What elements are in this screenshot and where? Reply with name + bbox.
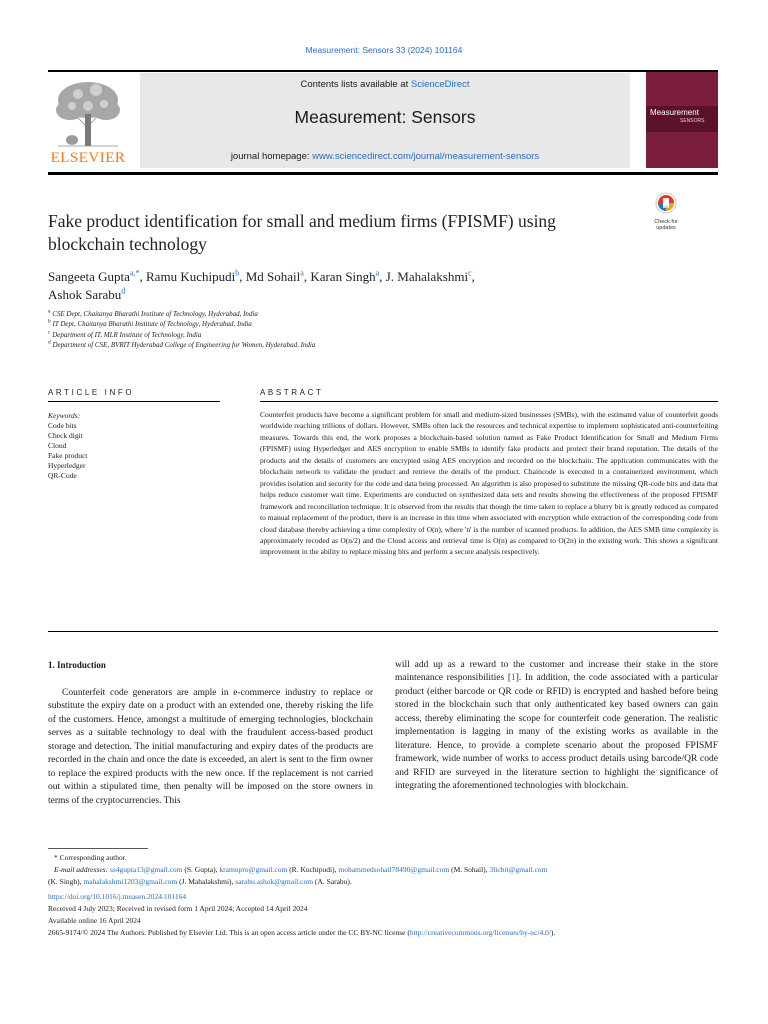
author-separator: , <box>303 269 311 284</box>
email-link[interactable]: mohammedsohail78490@gmail.com <box>338 865 450 874</box>
author-affiliation-mark[interactable]: a <box>300 268 304 278</box>
check-updates-label-2: updates <box>656 225 676 231</box>
license-statement <box>48 927 718 939</box>
article-info-heading: ARTICLE INFO <box>48 388 135 397</box>
email-owner: (A. Sarabu). <box>313 877 352 886</box>
abstract-bottom-rule <box>48 631 718 632</box>
available-online-date: Available online 16 April 2024 <box>48 916 141 925</box>
author-affiliation-mark[interactable]: a <box>375 268 380 278</box>
keywords-label: Keywords: <box>48 411 81 420</box>
email-label: E-mail addresses: <box>54 865 109 874</box>
author-name: Ramu Kuchipudi <box>146 269 236 284</box>
introduction-heading: 1. Introduction <box>48 660 106 670</box>
affiliation-list <box>48 309 668 350</box>
author-affiliation-mark[interactable]: d <box>121 286 126 296</box>
author-name: J. Mahalakshmi <box>385 269 469 284</box>
paragraph-text: will add up as a reward to the customer and increase their stake in the store maintenance responsibilities [ <box>395 660 718 684</box>
keyword-item[interactable]: Check digit <box>48 431 83 440</box>
body-column-right <box>395 659 718 794</box>
affiliation-item <box>48 340 668 350</box>
keyword-item[interactable]: QR-Code <box>48 471 77 480</box>
publisher-wordmark: ELSEVIER <box>50 150 126 166</box>
contents-line <box>140 79 630 90</box>
reference-link[interactable]: 1 <box>511 673 516 684</box>
author-separator: , <box>379 269 386 284</box>
license-text: 2665-9174/© 2024 The Authors. Published by Elsevier Ltd. This is an open access article under the CC BY-NC license ( <box>48 928 410 937</box>
elsevier-tree-icon <box>48 76 128 148</box>
email-link[interactable]: 3licbit@gmail.com <box>489 865 548 874</box>
paper-title: Fake product identification for small and medium firms (FPISMF) using blockchain technology <box>48 211 556 254</box>
author-separator: , <box>239 269 246 284</box>
email-owner: (K. Singh), <box>48 877 84 886</box>
email-link[interactable]: mahalakshmi1203@gmail.com <box>83 877 178 886</box>
affiliation-mark: a <box>48 308 51 315</box>
author-name: Md Sohail <box>245 269 301 284</box>
check-updates-icon <box>655 192 677 214</box>
author-affiliation-mark[interactable]: c <box>468 268 472 278</box>
cover-title: Measurement <box>650 108 699 117</box>
keyword-item[interactable]: Code bits <box>48 421 77 430</box>
email-link[interactable]: ss4gupta13@gmail.com <box>109 865 183 874</box>
author-affiliation-mark[interactable]: a,* <box>129 268 140 278</box>
author-affiliation-mark[interactable]: b <box>235 268 240 278</box>
body-column-left <box>48 687 373 808</box>
affiliation-text: IT Dept, Chaitanya Bharathi Institute of Technology, Hyderabad, India <box>52 320 252 329</box>
journal-homepage-line <box>140 151 630 162</box>
sciencedirect-link[interactable]: ScienceDirect <box>410 79 470 90</box>
email-addresses-continued <box>48 876 718 888</box>
author-name: Karan Singh <box>310 269 376 284</box>
elsevier-logo[interactable] <box>48 76 128 168</box>
footnotes <box>48 852 718 939</box>
intro-paragraph-continued <box>395 659 718 794</box>
doi-link[interactable]: https://doi.org/10.1016/j.measen.2024.101164 <box>48 892 187 901</box>
affiliation-mark: b <box>48 318 51 325</box>
author-name: Ashok Sarabu <box>48 287 122 302</box>
author-separator: , <box>471 269 475 284</box>
journal-name: Measurement: Sensors <box>294 107 476 127</box>
article-info-rule <box>48 401 220 402</box>
abstract-rule <box>260 401 718 402</box>
license-link[interactable]: http://creativecommons.org/licenses/by-nc/4.0/ <box>409 928 551 937</box>
affiliation-text: CSE Dept, Chaitanya Bharathi Institute of Technology, Hyderabad, India <box>52 310 258 318</box>
email-link[interactable]: sarabu.ashok@gmail.com <box>235 877 314 886</box>
keyword-item[interactable]: Fake product <box>48 451 88 460</box>
corresponding-author-note: * Corresponding author. <box>54 853 127 862</box>
affiliation-text: Department of IT, MLR Institute of Technology, India <box>52 330 202 339</box>
homepage-label: journal homepage: <box>230 151 313 162</box>
email-owner: (J. Mahalakshmi), <box>177 877 236 886</box>
abstract-body: Counterfeit products have become a significant problem for small and medium-sized businesses (SMBs), with the estimated value of counterfeit goods worldwide reaching trillions of dollars. However, SMBs often lack the resources and technical expertise to implement sophisticated anti-counterfeiting measures. Towards this end, the work proposes a blockchain-based solution named as Fake Product Identification for Small and Medium Firms (FPISMF) using Hyperledger and AES encryption to enable SMBs to identify fake products and protect their brand reputation. The details of the products and the details of customers are encrypted using AES encryption and recorded on the blockchain. The application communicates with the blockchain network to validate the product and retrieve the details of the product. Chaincode is executed in a containerized environment, which provides isolation and security for the code and data being processed. An algorithm is also proposed to substitute the missing QR-code bits and data that helps reduce customer wait time. Experiments are conducted on synthesized data sets and results showing the effectiveness of the proposed FPISMF framework and reconciliation technique. It is observed from the results that though the time taken to replace a blurry bit is greatly reduced as compared to manual replacement of the product, there is an increase in this time when associated with encryption while extraction of the corresponding code from cloud database thereby achieving a time complexity of O(n), where 'n' is the number of scanned products. In addition, the AES SMB time complexity is approximately recoded as O(n/2) and the Cloud access and retrieval time is O(n) as compared to O(2n) in the existing work. This shows a significant improvement in the ability to replace missing bits and perform a secure analysis respectively. <box>260 410 718 557</box>
email-owner: (M. Sohail), <box>449 865 490 874</box>
email-addresses <box>48 864 718 876</box>
paragraph-text: ]. In addition, the code associated with a particular product (either barcode or QR code or RFID) is encrypted and hashed before being stored in the blockchain such that only authenticated key based owners can gain access, thereby eliminating the scope for counterfeit code generation. The realistic implementation is lagging in many of the existing works as available in the literature. Hence, to provide a complete scenario about the proposed FPISMF framework, wide number of works to access product details using barcode/QR code and RFID are surveyed in the literature section to highlight the significance of integrating the aforementioned technologies with blockchain. <box>395 673 718 792</box>
received-dates: Received 4 July 2023; Received in revised form 1 April 2024; Accepted 14 April 2024 <box>48 904 308 913</box>
email-link[interactable]: kramupro@gmail.com <box>219 865 288 874</box>
check-updates-label-1: Check for <box>654 219 678 225</box>
affiliation-item <box>48 330 668 340</box>
masthead-bottom-rule <box>48 172 718 175</box>
footnote-rule <box>48 848 148 849</box>
affiliation-mark: c <box>48 329 51 336</box>
contents-prefix: Contents lists available at <box>300 79 411 90</box>
affiliation-item <box>48 309 668 319</box>
masthead-top-rule <box>48 70 718 72</box>
license-text-end: ). <box>550 928 556 937</box>
abstract-heading: ABSTRACT <box>260 388 324 397</box>
cover-subtitle: SENSORS <box>680 118 705 124</box>
email-owner: (S. Gupta), <box>182 865 220 874</box>
affiliation-item <box>48 319 668 329</box>
check-for-updates-button[interactable] <box>646 192 686 232</box>
affiliation-text: Department of CSE, BVRIT Hyderabad College of Engineering for Women, Hyderabad, India <box>52 340 316 349</box>
keyword-item[interactable]: Hyperledger <box>48 461 86 470</box>
journal-citation[interactable]: Measurement: Sensors 33 (2024) 101164 <box>305 45 463 55</box>
journal-homepage-link[interactable]: www.sciencedirect.com/journal/measurement-sensors <box>312 151 540 162</box>
journal-cover-thumbnail[interactable] <box>646 72 718 168</box>
author-separator: , <box>139 269 147 284</box>
author-name: Sangeeta Gupta <box>48 269 130 284</box>
author-list <box>48 268 668 304</box>
keywords-block <box>48 411 218 481</box>
keyword-item[interactable]: Cloud <box>48 441 67 450</box>
affiliation-mark: d <box>48 339 51 346</box>
intro-paragraph: Counterfeit code generators are ample in e-commerce industry to replace or substitute the expiry date on a product with an extended one, thereby risking the life of the customers. Hence, amongst a multitude of emerging technologies, blockchain serves as a suitable technology to deal with the fraudulent access-based product storage and detection. The initial manufacturing and expiry dates of the products are recorded in the chain and once the date is exceeded, an alert is sent to the firm owner to replace the expired products with the new once. If the replacement is not carried out within a stipulated time, then penalty will be imposed on the store owners in terms of the cryptocurrencies. This <box>48 688 373 806</box>
email-owner: (R. Kuchipudi), <box>287 865 339 874</box>
